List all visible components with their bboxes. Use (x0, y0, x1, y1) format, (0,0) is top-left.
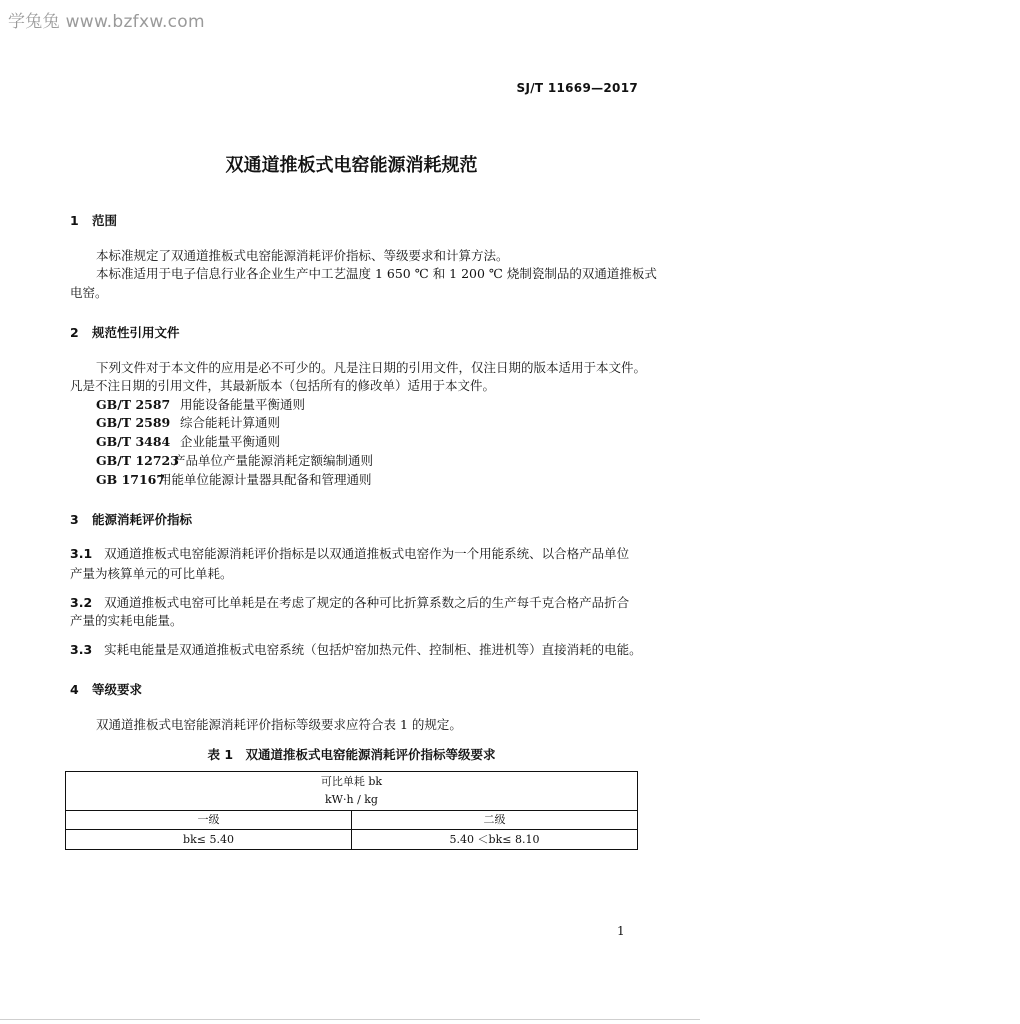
reference-code: GB/T 3484 (96, 434, 171, 449)
reference-title: 产品单位产量能源消耗定额编制通则 (173, 453, 374, 468)
page-number: 1 (617, 924, 625, 938)
reference-code: GB/T 2589 (96, 415, 171, 430)
section-1-paragraph-2-line-2: 电窑。 (70, 285, 108, 300)
section-2-paragraph-line-1: 下列文件对于本文件的应用是必不可少的。凡是注日期的引用文件，仅注日期的版本适用于本文件。 (96, 360, 647, 375)
grade-2-cell: 二级 (352, 811, 638, 830)
section-title: 等级要求 (92, 682, 143, 697)
section-1-paragraph-2-line-1: 本标准适用于电子信息行业各企业生产中工艺温度 1 650 ℃ 和 1 200 ℃ 烧制瓷制品的双通道推板式 (96, 266, 657, 281)
reference-code: GB/T 12723 (96, 453, 179, 468)
grade-requirements-table (65, 771, 638, 850)
clause-3-2-line-1 (70, 594, 629, 613)
clause-3-2-line-2: 产量的实耗电能量。 (70, 613, 183, 628)
table-caption: 表 1 双通道推板式电窑能源消耗评价指标等级要求 (207, 747, 496, 762)
table-header-cell (66, 772, 638, 811)
section-number: 2 (70, 325, 79, 340)
section-4-paragraph: 双通道推板式电窑能源消耗评价指标等级要求应符合表 1 的规定。 (96, 717, 462, 732)
grade-2-value-cell: 5.40 ＜bk≤ 8.10 (352, 830, 638, 850)
table-row (66, 830, 638, 850)
section-number: 3 (70, 512, 79, 527)
grade-1-value-cell: bk≤ 5.40 (66, 830, 352, 850)
table-row (66, 811, 638, 830)
section-4-heading (70, 680, 142, 698)
clause-3-1-line-1 (70, 545, 629, 564)
reference-title: 用能单位能源计量器具配备和管理通则 (159, 472, 372, 487)
section-1-heading (70, 211, 117, 229)
clause-number: 3.3 (70, 642, 93, 657)
section-2-paragraph-line-2: 凡是不注日期的引用文件，其最新版本（包括所有的修改单）适用于本文件。 (70, 378, 496, 393)
table-header-row (66, 772, 638, 811)
reference-code: GB/T 2587 (96, 397, 171, 412)
section-1-paragraph-1: 本标准规定了双通道推板式电窑能源消耗评价指标、等级要求和计算方法。 (96, 248, 509, 263)
reference-item (96, 471, 372, 490)
reference-item (96, 433, 280, 452)
reference-title: 企业能量平衡通则 (180, 434, 281, 449)
reference-item (96, 452, 373, 471)
section-title: 范围 (92, 213, 118, 228)
table-header-label: 可比单耗 bk (320, 775, 383, 788)
table-header-unit: kW·h / kg (325, 793, 378, 806)
watermark: 学兔兔 www.bzfxw.com (8, 12, 205, 32)
reference-item (96, 396, 305, 415)
section-2-heading (70, 323, 180, 341)
reference-title: 综合能耗计算通则 (180, 415, 281, 430)
standard-code: SJ/T 11669—2017 (516, 81, 638, 95)
section-number: 4 (70, 682, 79, 697)
section-3-heading (70, 510, 192, 528)
clause-text: 双通道推板式电窑能源消耗评价指标是以双通道推板式电窑作为一个用能系统、以合格产品单位 (104, 546, 630, 561)
section-number: 1 (70, 213, 79, 228)
grade-1-cell: 一级 (66, 811, 352, 830)
reference-item (96, 414, 280, 433)
clause-number: 3.2 (70, 595, 93, 610)
section-title: 规范性引用文件 (92, 325, 180, 340)
document-title: 双通道推板式电窑能源消耗规范 (225, 155, 478, 176)
bottom-divider (0, 1019, 700, 1020)
reference-code: GB 17167 (96, 472, 166, 487)
section-title: 能源消耗评价指标 (92, 512, 193, 527)
clause-text: 双通道推板式电窑可比单耗是在考虑了规定的各种可比折算系数之后的生产每千克合格产品折合 (104, 595, 630, 610)
clause-text: 实耗电能量是双通道推板式电窑系统（包括炉窑加热元件、控制柜、推进机等）直接消耗的电能。 (104, 642, 642, 657)
reference-title: 用能设备能量平衡通则 (180, 397, 306, 412)
clause-3-3-line-1 (70, 641, 642, 660)
clause-3-1-line-2: 产量为核算单元的可比单耗。 (70, 566, 233, 581)
clause-number: 3.1 (70, 546, 93, 561)
